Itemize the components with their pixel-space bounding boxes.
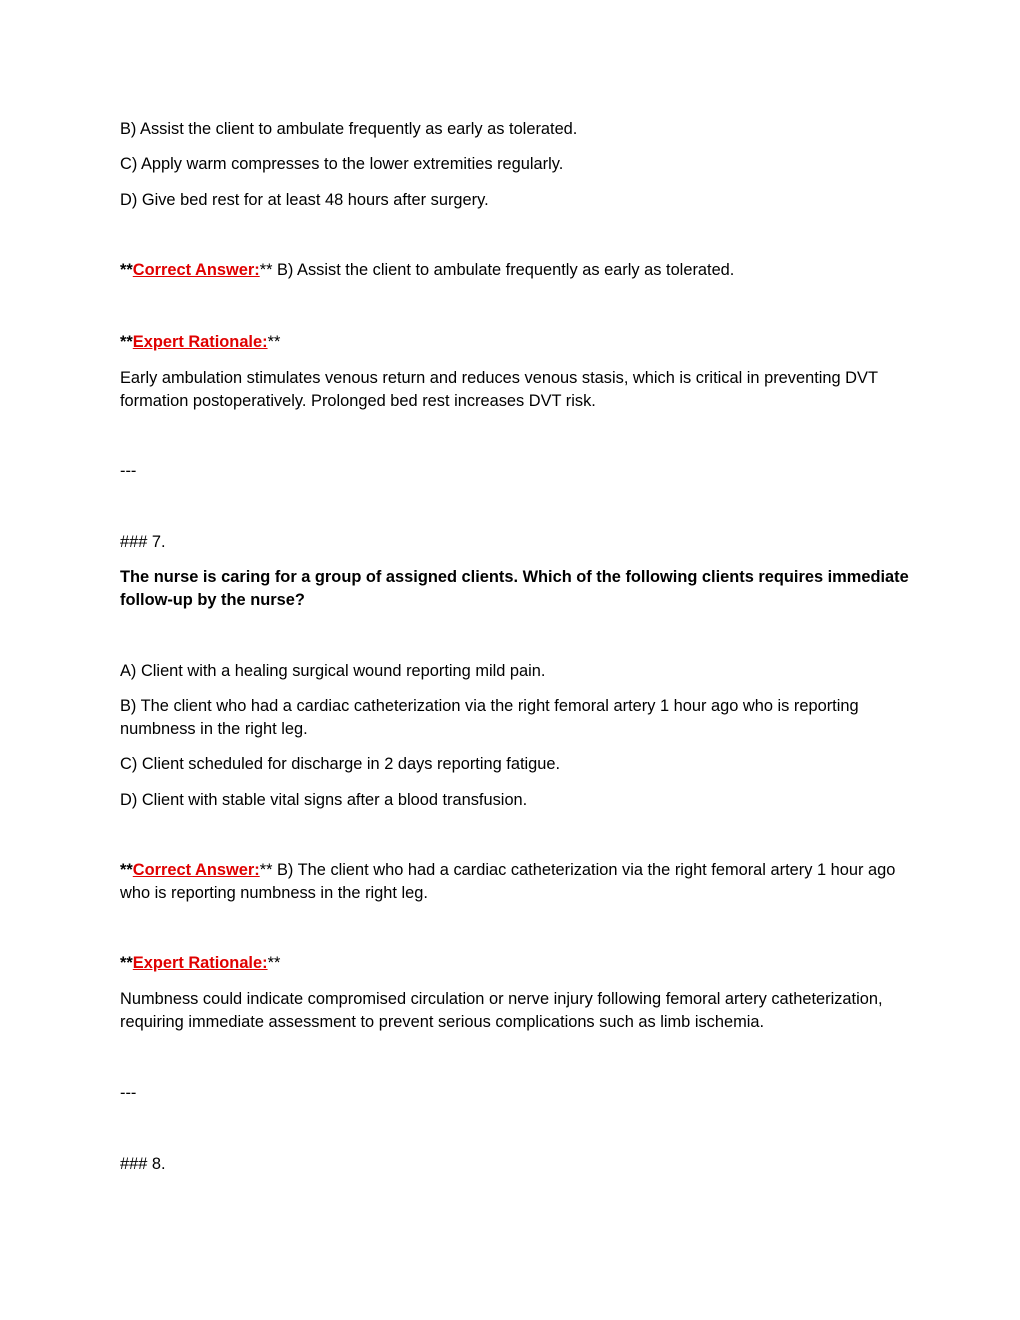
- q6-rationale-heading: [120, 331, 910, 354]
- q7-correct-answer: [120, 859, 910, 905]
- answer-prefix: **: [120, 861, 133, 879]
- q7-option-b: B) The client who had a cardiac catheterization via the right femoral artery 1 hour ago who is reporting numbness in the right leg.: [120, 697, 859, 738]
- q8-heading: ### 8.: [120, 1155, 166, 1173]
- answer-prefix: **: [120, 261, 133, 279]
- rationale-suffix: **: [267, 954, 281, 972]
- answer-text: ** B) The client who had a cardiac catheterization via the right femoral artery 1 hour ago who is reporting numbness in the right leg.: [120, 861, 896, 902]
- q7-option-d: D) Client with stable vital signs after a blood transfusion.: [120, 791, 528, 809]
- q7-separator: ---: [120, 1084, 137, 1102]
- rationale-suffix: **: [267, 333, 281, 351]
- q7-rationale-heading: [120, 952, 910, 975]
- q6-option-d: D) Give bed rest for at least 48 hours after surgery.: [120, 191, 489, 209]
- q7-option-a: A) Client with a healing surgical wound reporting mild pain.: [120, 662, 546, 680]
- q6-rationale-text: Early ambulation stimulates venous return and reduces venous stasis, which is critical in preventing DVT formation postoperatively. Prolonged bed rest increases DVT risk.: [120, 369, 878, 410]
- q6-separator: ---: [120, 462, 137, 480]
- correct-answer-label: Correct Answer:: [132, 861, 260, 879]
- q7-option-c: C) Client scheduled for discharge in 2 days reporting fatigue.: [120, 755, 561, 773]
- rationale-prefix: **: [120, 954, 133, 972]
- rationale-prefix: **: [120, 333, 133, 351]
- q6-option-b: B) Assist the client to ambulate frequently as early as tolerated.: [120, 120, 578, 138]
- expert-rationale-label: Expert Rationale:: [132, 333, 268, 351]
- q7-rationale-text: Numbness could indicate compromised circulation or nerve injury following femoral artery catheterization, requiring immediate assessment to prevent serious complications such as limb ischemia.: [120, 990, 883, 1031]
- expert-rationale-label: Expert Rationale:: [132, 954, 268, 972]
- q6-option-c: C) Apply warm compresses to the lower extremities regularly.: [120, 155, 564, 173]
- answer-text: ** B) Assist the client to ambulate frequently as early as tolerated.: [259, 261, 735, 279]
- correct-answer-label: Correct Answer:: [132, 261, 260, 279]
- q7-heading: ### 7.: [120, 533, 166, 551]
- q7-question: The nurse is caring for a group of assigned clients. Which of the following clients requires immediate follow-up by the nurse?: [120, 568, 909, 609]
- q6-correct-answer: [120, 259, 910, 282]
